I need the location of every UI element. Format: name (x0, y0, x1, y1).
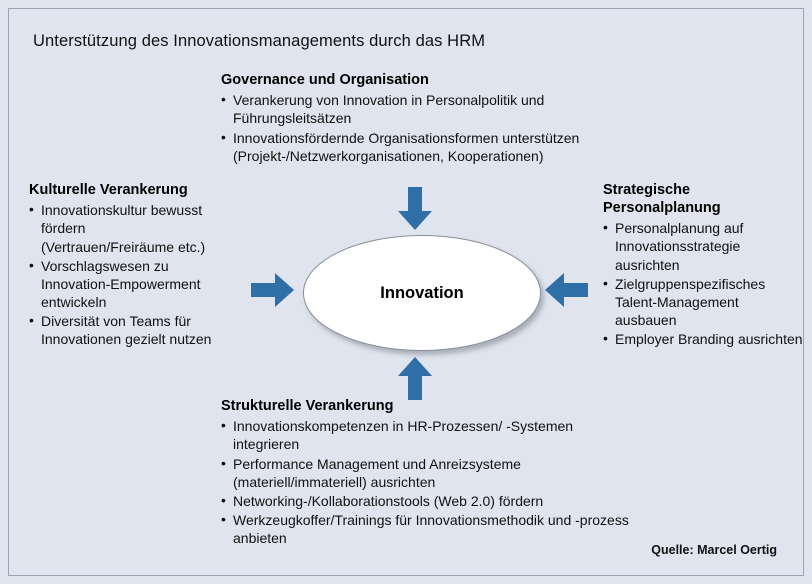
list-item: • Networking-/Kollaborationstools (Web 2.0) fördern (221, 492, 641, 510)
list-item: • Innovationskompetenzen in HR-Prozessen/ -Systemen integrieren (221, 417, 641, 453)
block-kulturelle-verankerung (29, 181, 219, 350)
list-item: • Verankerung von Innovation in Personalpolitik und Führungsleitsätzen (221, 91, 621, 127)
center-node-innovation (303, 235, 541, 351)
list-item: • Werkzeugkoffer/Trainings für Innovationsmethodik und -prozess anbieten (221, 511, 641, 547)
list-item: • Employer Branding ausrichten (603, 330, 803, 348)
list-item: • Vorschlagswesen zu Innovation-Empowerment entwickeln (29, 257, 219, 312)
arrow-up-icon (397, 357, 433, 401)
list-item: • Personalplanung auf Innovationsstrategie ausrichten (603, 219, 803, 274)
list-item: • Zielgruppenspezifisches Talent-Management ausbauen (603, 275, 803, 330)
block-kulturelle-verankerung-list (29, 201, 219, 349)
block-strategische-personalplanung (603, 181, 803, 350)
arrow-left-icon (545, 272, 589, 308)
block-strategische-personalplanung-list (603, 219, 803, 348)
block-governance (221, 71, 621, 166)
list-item: • Diversität von Teams für Innovationen gezielt nutzen (29, 312, 219, 348)
block-governance-heading: Governance und Organisation (221, 72, 429, 88)
center-node-label: Innovation (380, 283, 464, 302)
source-note: Quelle: Marcel Oertig (651, 543, 777, 557)
diagram-frame (8, 8, 804, 576)
block-strukturelle-verankerung (221, 397, 641, 548)
block-strukturelle-verankerung-heading: Strukturelle Verankerung (221, 398, 394, 414)
block-strukturelle-verankerung-list (221, 417, 641, 547)
list-item: • Innovationsfördernde Organisationsformen unterstützen (Projekt-/Netzwerkorganisationen, Kooperationen) (221, 129, 621, 165)
list-item: • Innovationskultur bewusst fördern (Vertrauen/Freiräume etc.) (29, 201, 219, 256)
block-kulturelle-verankerung-heading: Kulturelle Verankerung (29, 182, 188, 198)
block-governance-list (221, 91, 621, 165)
page-title: Unterstützung des Innovationsmanagements durch das HRM (33, 32, 486, 50)
arrow-right-icon (251, 272, 295, 308)
arrow-down-icon (397, 187, 433, 231)
list-item: • Performance Management und Anreizsysteme (materiell/immateriell) ausrichten (221, 455, 641, 491)
block-strategische-personalplanung-heading: Strategische Personalplanung (603, 182, 721, 217)
